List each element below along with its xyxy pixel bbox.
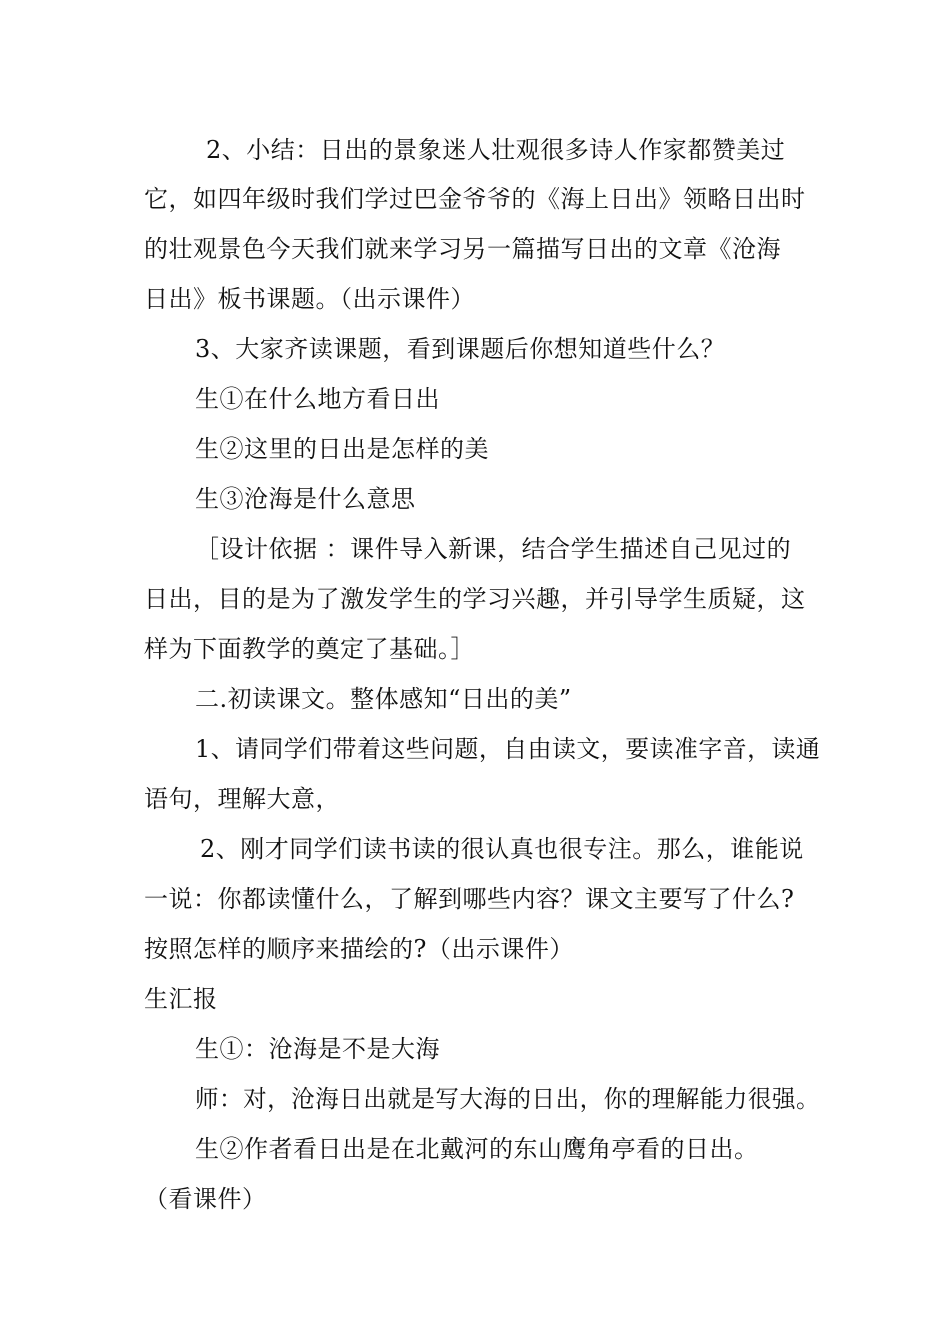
text-line-11: 样为下面教学的奠定了基础。］	[144, 635, 475, 663]
text-line-6: 生①在什么地方看日出	[195, 385, 440, 413]
text-line-19: 生①：沧海是不是大海	[195, 1035, 440, 1063]
text-line-20: 师：对，沧海日出就是写大海的日出，你的理解能力很强。	[195, 1085, 821, 1113]
text-line-17: 按照怎样的顺序来描绘的?（出示课件）	[144, 935, 574, 963]
text-line-9: ［设计依据 ：课件导入新课，结合学生描述自己见过的	[195, 535, 792, 563]
text-line-2: 它，如四年级时我们学过巴金爷爷的《海上日出》领略日出时	[144, 185, 806, 213]
text-line-5: 3、大家齐读课题，看到课题后你想知道些什么？	[195, 335, 726, 363]
text-line-21: 生②作者看日出是在北戴河的东山鹰角亭看的日出。	[195, 1135, 759, 1163]
text-line-1: 2、小结：日出的景象迷人壮观很多诗人作家都赞美过	[206, 136, 786, 164]
text-line-8: 生③沧海是什么意思	[195, 485, 416, 513]
text-line-13: 1、请同学们带着这些问题，自由读文，要读准字音，读通	[195, 735, 821, 763]
text-line-16: 一说：你都读懂什么，了解到哪些内容？课文主要写了什么?	[144, 885, 795, 913]
text-line-12: 二.初读课文。整体感知“日出的美”	[195, 685, 572, 713]
text-line-7: 生②这里的日出是怎样的美	[195, 435, 489, 463]
text-line-14: 语句，理解大意，	[144, 785, 340, 813]
text-line-4: 日出》板书课题。（出示课件）	[144, 285, 475, 313]
text-line-15: 2、刚才同学们读书读的很认真也很专注。那么，谁能说	[200, 835, 804, 863]
text-line-22: （看课件）	[144, 1185, 267, 1213]
text-line-10: 日出，目的是为了激发学生的学习兴趣，并引导学生质疑，这	[144, 585, 806, 613]
text-line-3: 的壮观景色今天我们就来学习另一篇描写日出的文章《沧海	[144, 235, 781, 263]
text-line-18: 生汇报	[144, 985, 218, 1013]
